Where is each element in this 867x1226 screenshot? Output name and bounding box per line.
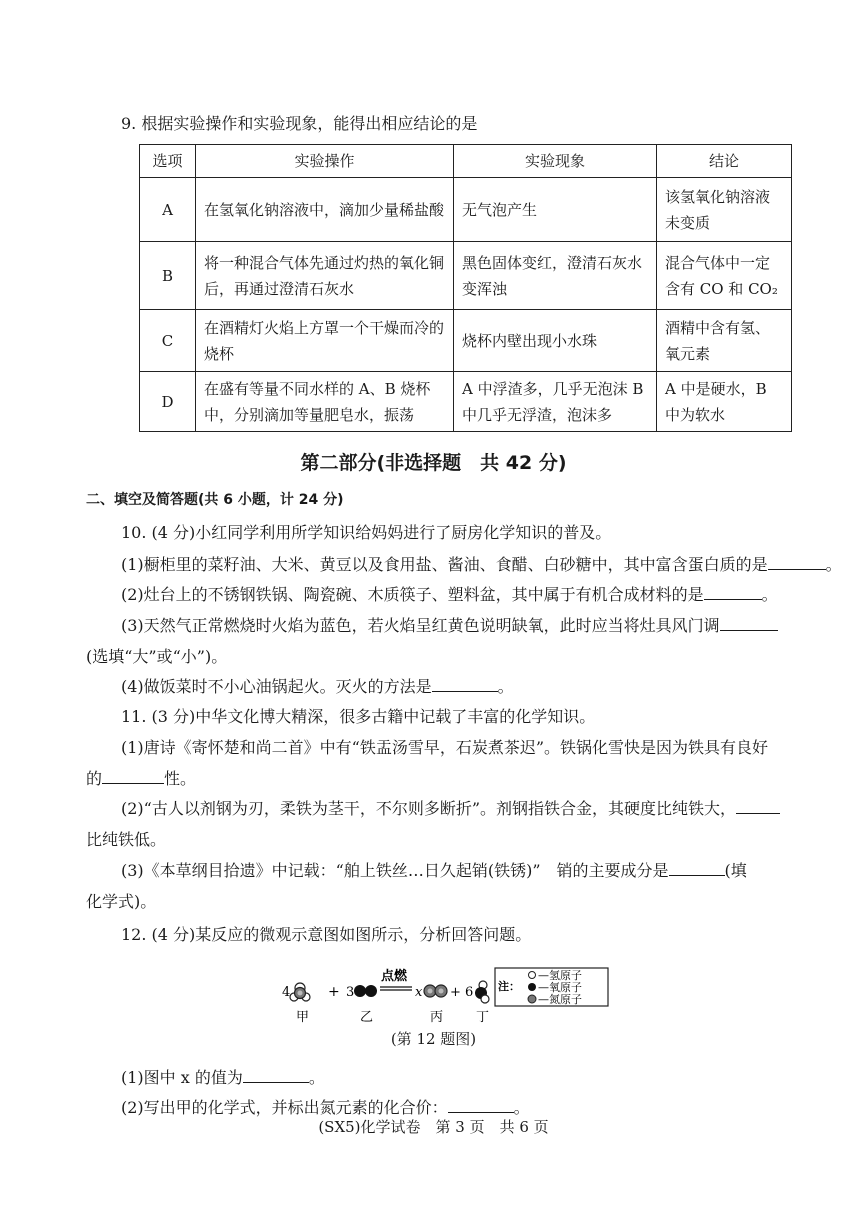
molecule-a-icon: [290, 983, 310, 1001]
q10-stem: 10. (4 分)小红同学利用所学知识给妈妈进行了厨房化学知识的普及。: [121, 523, 612, 542]
q12-part1-text: (1)图中 x 的值为: [121, 1068, 243, 1087]
label-c: 丙: [430, 1010, 444, 1025]
label-d: 丁: [476, 1010, 490, 1025]
row-phenomenon: 烧杯内壁出现小水珠: [454, 310, 657, 372]
nitrogen-atom-icon: [528, 995, 536, 1003]
row-operation: 在盛有等量不同水样的 A、B 烧杯中，分别滴加等量肥皂水，振荡: [196, 372, 454, 432]
row-phenomenon: 无气泡产生: [454, 178, 657, 242]
q10-part2: [121, 585, 778, 605]
table-row: [140, 372, 792, 432]
q12-part1: [121, 1068, 325, 1088]
answer-blank[interactable]: [669, 861, 725, 876]
table-row: [140, 178, 792, 242]
answer-blank[interactable]: [102, 769, 164, 784]
molecule-c-icon: [424, 985, 447, 997]
reaction-svg: [280, 966, 610, 1026]
q10-part3: [121, 616, 778, 636]
figure-caption: (第 12 题图): [390, 1030, 477, 1048]
q11-part3-end: (填: [724, 861, 747, 880]
reaction-diagram: [280, 966, 610, 1026]
label-a: 甲: [296, 1010, 310, 1025]
answer-blank[interactable]: [704, 585, 762, 600]
row-operation: 在氢氧化钠溶液中，滴加少量稀盐酸: [196, 178, 454, 242]
q11-part1: (1)唐诗《寄怀楚和尚二首》中有“铁盂汤雪早，石炭煮茶迟”。铁锅化雪快是因为铁具有良好: [121, 738, 769, 757]
label-b: 乙: [360, 1010, 374, 1025]
header-operation: 实验操作: [196, 145, 454, 178]
legend-nitrogen: —氮原子: [538, 993, 582, 1006]
q10-part1-end: 。: [825, 555, 842, 574]
answer-blank[interactable]: [243, 1068, 309, 1083]
row-operation: 将一种混合气体先通过灼热的氧化铜后，再通过澄清石灰水: [196, 242, 454, 310]
q9-stem: 9. 根据实验操作和实验现象，能得出相应结论的是: [121, 114, 478, 133]
row-option: D: [140, 372, 196, 432]
row-conclusion: A 中是硬水，B 中为软水: [657, 372, 792, 432]
page-footer: (SX5)化学试卷 第 3 页 共 6 页: [318, 1118, 549, 1136]
legend-oxygen: —氧原子: [538, 981, 582, 994]
q11-part2-text: (2)“古人以剂钢为刃，柔铁为茎干，不尔则多断折”。剂钢指铁合金，其硬度比纯铁大，: [121, 799, 737, 818]
q10-part3-text: (3)天然气正常燃烧时火焰为蓝色，若火焰呈红黄色说明缺氧，此时应当将灶具风门调: [121, 616, 720, 635]
table-header-row: [140, 145, 792, 178]
q10-part3-cont: (选填“大”或“小”)。: [86, 647, 228, 666]
q12-part2-end: 。: [513, 1098, 530, 1117]
section2-title: 二、填空及简答题(共 6 小题，计 24 分): [86, 492, 344, 508]
answer-blank[interactable]: [448, 1098, 514, 1113]
table-row: [140, 242, 792, 310]
q12-part1-end: 。: [308, 1068, 325, 1087]
row-operation: 在酒精灯火焰上方罩一个干燥而冷的烧杯: [196, 310, 454, 372]
row-phenomenon: 黑色固体变红，澄清石灰水变浑浊: [454, 242, 657, 310]
q10-part2-end: 。: [761, 585, 778, 604]
q10-part4: [121, 677, 514, 697]
part2-title: 第二部分(非选择题 共 42 分): [300, 452, 567, 474]
coef-c: x: [415, 985, 423, 1000]
header-conclusion: 结论: [657, 145, 792, 178]
header-phenomenon: 实验现象: [454, 145, 657, 178]
table-row: [140, 310, 792, 372]
legend-hydrogen: —氢原子: [538, 969, 582, 982]
q10-part1: [121, 555, 842, 575]
answer-blank[interactable]: [736, 799, 780, 814]
q12-part2: [121, 1098, 530, 1118]
q11-part1-end: 性。: [164, 769, 197, 788]
molecule-b-icon: [354, 985, 377, 997]
hydrogen-atom-icon: [529, 972, 536, 979]
plus-1: +: [328, 984, 340, 1000]
q11-part3-cont: 化学式)。: [86, 892, 157, 911]
legend-title: 注：: [498, 980, 520, 993]
q11-stem: 11. (3 分)中华文化博大精深，很多古籍中记载了丰富的化学知识。: [121, 707, 596, 726]
row-conclusion: 该氢氧化钠溶液未变质: [657, 178, 792, 242]
q11-part3: [121, 861, 747, 881]
oxygen-atom-icon: [528, 983, 536, 991]
row-conclusion: 酒精中含有氢、氧元素: [657, 310, 792, 372]
plus-2: + 6: [450, 985, 474, 1000]
coef-b: 3: [346, 985, 355, 1000]
q11-part1-cont: [86, 769, 196, 789]
q11-part2: [121, 799, 780, 819]
q10-part4-end: 。: [497, 677, 514, 696]
q12-stem: 12. (4 分)某反应的微观示意图如图所示，分析回答问题。: [121, 925, 532, 944]
q10-part2-text: (2)灶台上的不锈钢铁锅、陶瓷碗、木质筷子、塑料盆，其中属于有机合成材料的是: [121, 585, 704, 604]
q11-part3-text: (3)《本草纲目拾遗》中记载：“舶上铁丝…日久起销(铁锈)” 销的主要成分是: [121, 861, 669, 880]
molecule-d-icon: [475, 981, 489, 1003]
reaction-condition: 点燃: [381, 969, 408, 984]
q10-part1-text: (1)橱柜里的菜籽油、大米、黄豆以及食用盐、酱油、食醋、白砂糖中，其中富含蛋白质的是: [121, 555, 768, 574]
q11-part1-prefix: 的: [86, 769, 103, 788]
coef-a: 4: [282, 985, 291, 1000]
q12-part2-text: (2)写出甲的化学式，并标出氮元素的化合价：: [121, 1098, 448, 1117]
row-conclusion: 混合气体中一定含有 CO 和 CO₂: [657, 242, 792, 310]
row-option: A: [140, 178, 196, 242]
row-phenomenon: A 中浮渣多，几乎无泡沫 B 中几乎无浮渣，泡沫多: [454, 372, 657, 432]
answer-blank[interactable]: [432, 677, 498, 692]
q10-part4-text: (4)做饭菜时不小心油锅起火。灭火的方法是: [121, 677, 432, 696]
row-option: C: [140, 310, 196, 372]
q9-options-table: [139, 144, 792, 432]
header-option: 选项: [140, 145, 196, 178]
q11-part2-cont: 比纯铁低。: [86, 830, 167, 849]
answer-blank[interactable]: [720, 616, 778, 631]
row-option: B: [140, 242, 196, 310]
answer-blank[interactable]: [768, 555, 826, 570]
